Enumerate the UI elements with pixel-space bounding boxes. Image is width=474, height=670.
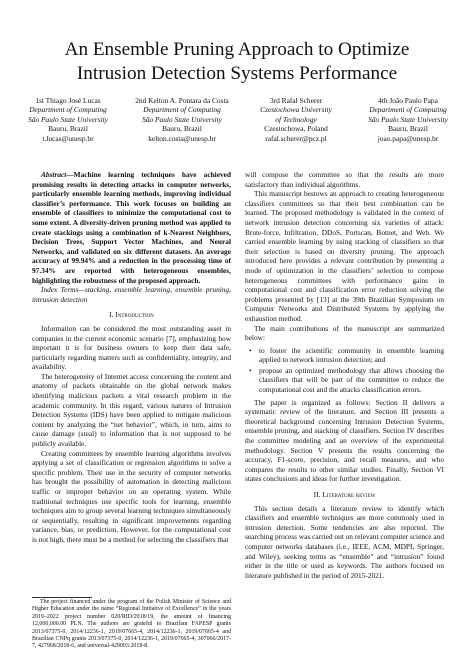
author-city: Czestochowa, Poland bbox=[264, 124, 328, 134]
index-terms bbox=[32, 285, 231, 304]
body-paragraph: The main contributions of the manuscript are summarized below: bbox=[245, 323, 444, 343]
author-name: 2nd Kelton A. Pontara da Costa bbox=[135, 96, 229, 105]
author-name: 4th João Paulo Papa bbox=[378, 96, 438, 105]
footnote-rule bbox=[32, 597, 92, 598]
author-city: Bauru, Brazil bbox=[48, 124, 88, 134]
paper-title bbox=[0, 38, 474, 86]
right-column bbox=[245, 170, 444, 580]
list-item: • propose an optimized methodology that allows choosing the classifiers that will be part of the committee to reduce the computational cost and the attacks classification errors. bbox=[259, 366, 444, 395]
author-4 bbox=[354, 96, 462, 143]
list-item: • to foster the scientific community in ensemble learning applied to network intrusion detection; and bbox=[259, 346, 444, 365]
author-name: 1st Thiago José Lucas bbox=[35, 96, 101, 105]
body-paragraph: The paper is organized as follows: Section II delivers a systematic review of the literature, and Section III presents a theoretical background concerning Intrusion Detection Systems, ensemble pruning, and stacking of classifiers. Section IV describes the committee modeling and an overview of the experimental methodology. Section V presents the results concerning the accuracy, F1-score, precision, and recall measures, and who compares the results to other similar studies. Finally, Section VI states conclusions and ideas for further investigation. bbox=[245, 397, 444, 484]
abstract-label: Abstract bbox=[41, 170, 67, 179]
section-heading-literature-review: II. Literature review bbox=[313, 490, 376, 499]
body-paragraph: This manuscript bestows an approach to creating heterogeneous classifiers committees so that their best combination can be learned. The proposed methodology is validated in the context of network intrusion detection concerning six varieties of attack: Brute-force, Infiltration, DDoS, Portscan, Botnet, and Web. We carried ensemble learning by using stacking of classifiers so that their selection is based on diversity pruning. The approach introduced here provides a relevant contribution by presenting a mode of optimization in the classifiers’ selection to compose heterogeneous committees with performance gains in computational cost and classification error reduction solving the problems presented by [13] at the 39th Brazilian Symposium on Computer Networks and Distributed Systems by applying the exhaustion method. bbox=[245, 189, 444, 323]
author-block bbox=[14, 96, 462, 148]
index-terms-text: —stacking, ensemble learning, ensemble pruning, intrusion detection bbox=[32, 285, 231, 304]
author-affiliation: São Paulo State University bbox=[28, 114, 108, 124]
author-city: Bauru, Brazil bbox=[388, 124, 428, 134]
title-line-2: Intrusion Detection Systems Performance bbox=[76, 63, 398, 84]
author-name: 3rd Rafał Scherer bbox=[269, 96, 323, 105]
abstract-text: —Machine learning techniques have achieved promising results in detecting attacks in computer networks, particularly ensemble learning methods, improving individual classifier’s performance. This work focuses on building an ensemble of classifiers to minimize the computational cost to some extent. A diversity-driven pruning method was applied to create stackings using a combination of k-Nearest Neighbors, Decision Trees, Support Vector Machines, and Neural Networks, and validated on six different datasets. An average accuracy of 99.94% and a reduction in the processing time of 97.34% are reported with heterogeneous ensembles, highlighting the robustness of the proposed approach. bbox=[32, 170, 231, 285]
left-column bbox=[32, 170, 231, 545]
body-paragraph: Creating committees by ensemble learning algorithms involves applying a set of classification or regression algorithms to solve a specific problem. Their use in the security of computer networks has brought the possibility of automation in detecting malicious traffic or improper behavior on an operating system. While traditional techniques use specific tools for learning, ensemble techniques aim to group several learning techniques simultaneously or sequentially, resulting in significant improvements regarding variance, bias, or prediction. However, for the computational cost is not high, there must be a method for selecting the classifiers that bbox=[32, 448, 231, 544]
author-affiliation: Czestochowa University bbox=[260, 105, 332, 115]
author-3 bbox=[242, 96, 350, 143]
body-paragraph: This section details a literature review to identify which classifiers and ensemble techniques are more commonly used in intrusion detection. Some tendencies are also reported. The searching process was carried out on relevant computer science and computer networks databases (i.e., IEEE, ACM, MDPI, Springer, and Wiley), seeking terms as “ensemble” and “intrusion” found either in the title or used as keywords. The authors focused on literature published in the period of 2015-2021. bbox=[245, 503, 444, 580]
author-email: t.lucas@unesp.br bbox=[42, 133, 94, 143]
abstract bbox=[32, 170, 231, 285]
body-paragraph: The heterogeneity of Internet access concerning the content and anatomy of packets obtainable on the global network makes identifying malicious packets a vital research problem in the academic community. In this regard, various natures of Intrusion Detection Systems (IDS) have been applied to mitigate malicious content by analyzing the “net behavior”, which, in turn, aims to cause damage (steal) to information that is not supposed to be publicly available. bbox=[32, 371, 231, 449]
funding-footnote: The project financed under the program of the Polish Minister of Science and Higher Education under the name “Regional Initiative of Excellence” in the years 2019–2022 project number 020/RID/2018/19, the amount of financing 12,000,000.00 PLN. The authors are grateful to Brazilian FAPESP grants 2013/07375-0, 2014/12236-1, 2019/07665-4, 2014/12236-1, 2019/07665-4 and Brazilian CNPq grants 2013/07375-0, 2014/12236-1, 2019/07665-4, 307066/2017-7, 427968/2018-6, and universal-429003:2018-8. bbox=[32, 599, 231, 650]
author-email: kelton.costa@unesp.br bbox=[148, 133, 216, 143]
author-1 bbox=[14, 96, 122, 143]
body-paragraph: Information can be considered the most outstanding asset in companies in the current economic scenario [7], emphasizing how important it is for business owners to keep their data safe, particularly regarding matters such as confidentiality, integrity, and availability. bbox=[32, 323, 231, 372]
author-affiliation: Department of Computing bbox=[369, 105, 447, 115]
index-terms-label: Index Terms bbox=[41, 285, 79, 295]
author-city: Bauru, Brazil bbox=[162, 124, 202, 134]
author-email: joao.papa@unesp.br bbox=[377, 133, 439, 143]
author-affiliation: of Technology bbox=[275, 114, 317, 124]
body-paragraph: will compose the committee so that the results are more satisfactory than individual algorithms. bbox=[245, 170, 444, 189]
title-line-1: An Ensemble Pruning Approach to Optimize bbox=[64, 39, 410, 60]
contributions-list bbox=[245, 346, 444, 395]
author-affiliation: Department of Computing bbox=[29, 105, 107, 115]
author-2 bbox=[126, 96, 238, 143]
author-affiliation: São Paulo State University bbox=[368, 114, 448, 124]
author-affiliation: Department of Computing bbox=[143, 105, 221, 115]
section-heading-introduction: I. Introduction bbox=[109, 310, 154, 320]
author-email: rafal.scherer@pcz.pl bbox=[265, 133, 327, 143]
author-affiliation: São Paulo State University bbox=[142, 114, 222, 124]
